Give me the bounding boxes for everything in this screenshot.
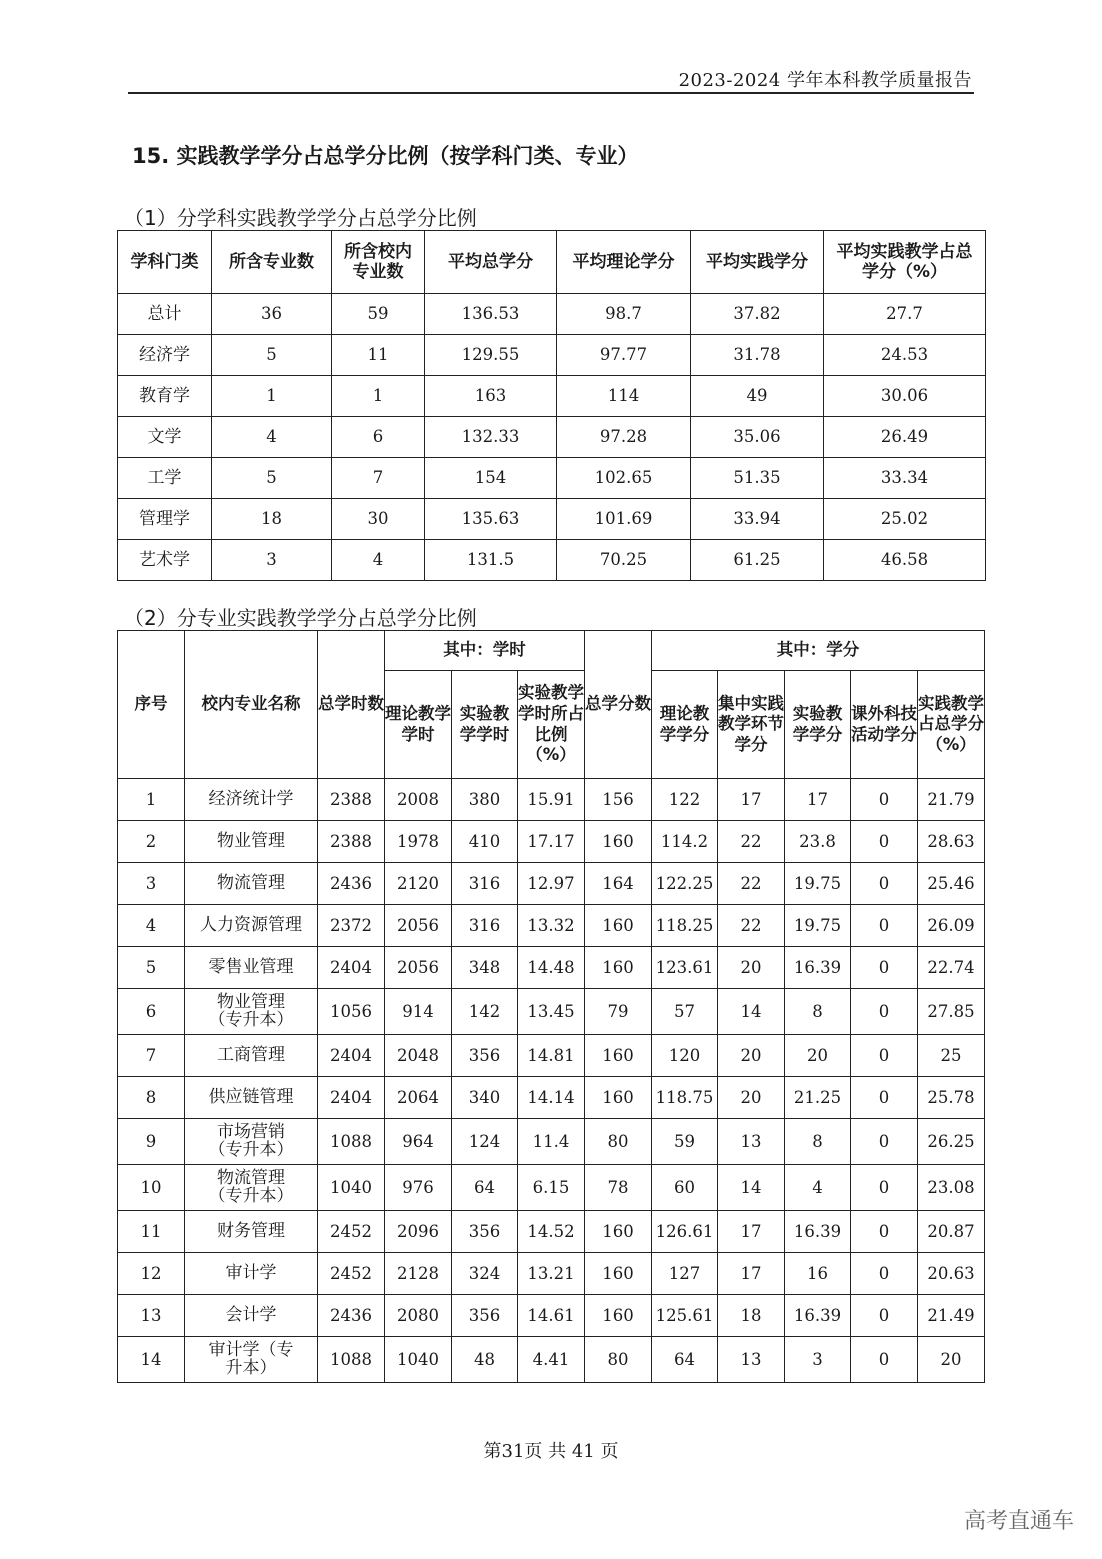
table-cell: 80 xyxy=(585,1119,652,1165)
major-name: 物业管理（专升本） xyxy=(185,989,318,1035)
table-cell: 13 xyxy=(718,1119,785,1165)
table-cell: 3 xyxy=(212,540,332,581)
table-cell: 0 xyxy=(851,1119,918,1165)
table-row xyxy=(118,417,986,458)
table-cell: 23.08 xyxy=(918,1165,985,1211)
table-cell: 27.7 xyxy=(824,294,986,335)
discipline-name: 管理学 xyxy=(118,499,212,540)
discipline-name: 教育学 xyxy=(118,376,212,417)
table-cell: 124 xyxy=(452,1119,518,1165)
table-cell: 340 xyxy=(452,1077,518,1119)
table-cell: 0 xyxy=(851,905,918,947)
table-cell: 17 xyxy=(718,1253,785,1295)
table-row xyxy=(118,821,985,863)
major-name: 审计学 xyxy=(185,1253,318,1295)
table-cell: 14 xyxy=(718,1165,785,1211)
table-cell: 20 xyxy=(718,1077,785,1119)
table-cell: 160 xyxy=(585,905,652,947)
table-cell: 37.82 xyxy=(691,294,824,335)
table-cell: 14.52 xyxy=(518,1211,585,1253)
table-cell: 59 xyxy=(652,1119,718,1165)
table1-col-header: 所含专业数 xyxy=(212,231,332,294)
table-cell: 914 xyxy=(385,989,452,1035)
table-cell: 316 xyxy=(452,863,518,905)
table-cell: 0 xyxy=(851,1211,918,1253)
table-cell: 0 xyxy=(851,863,918,905)
table-cell: 60 xyxy=(652,1165,718,1211)
table-cell: 20 xyxy=(785,1035,851,1077)
table-cell: 356 xyxy=(452,1295,518,1337)
table-cell: 2388 xyxy=(318,821,385,863)
table-cell: 27.85 xyxy=(918,989,985,1035)
table-cell: 20.87 xyxy=(918,1211,985,1253)
table-cell: 0 xyxy=(851,1165,918,1211)
table-row xyxy=(118,540,986,581)
table-cell: 0 xyxy=(851,821,918,863)
table1-col-header: 平均总学分 xyxy=(425,231,557,294)
major-name: 零售业管理 xyxy=(185,947,318,989)
table-cell: 97.77 xyxy=(557,335,691,376)
table1-col-header: 平均实践教学占总学分（%） xyxy=(824,231,986,294)
table-cell: 160 xyxy=(585,1077,652,1119)
table-cell: 6 xyxy=(332,417,425,458)
table-cell: 20.63 xyxy=(918,1253,985,1295)
col-total-hours: 总学时数 xyxy=(318,631,385,779)
table-cell: 0 xyxy=(851,1035,918,1077)
table-cell: 0 xyxy=(851,1337,918,1383)
table-cell: 129.55 xyxy=(425,335,557,376)
table-cell: 35.06 xyxy=(691,417,824,458)
table-cell: 1040 xyxy=(385,1337,452,1383)
table-cell: 59 xyxy=(332,294,425,335)
table-cell: 26.09 xyxy=(918,905,985,947)
table-cell: 156 xyxy=(585,779,652,821)
table1-col-header: 所含校内专业数 xyxy=(332,231,425,294)
table-cell: 348 xyxy=(452,947,518,989)
page-number: 第31页 共 41 页 xyxy=(483,1441,619,1462)
table-cell: 14 xyxy=(718,989,785,1035)
major-name: 物流管理 xyxy=(185,863,318,905)
table-cell: 5 xyxy=(212,458,332,499)
table-cell: 1088 xyxy=(318,1337,385,1383)
major-name: 经济统计学 xyxy=(185,779,318,821)
table-cell: 79 xyxy=(585,989,652,1035)
col-seq: 序号 xyxy=(118,631,185,779)
table-cell: 102.65 xyxy=(557,458,691,499)
table-cell: 30 xyxy=(332,499,425,540)
table-cell: 28.63 xyxy=(918,821,985,863)
table-cell: 13.45 xyxy=(518,989,585,1035)
table-cell: 101.69 xyxy=(557,499,691,540)
table-cell: 4.41 xyxy=(518,1337,585,1383)
table-cell: 22 xyxy=(718,821,785,863)
table-cell: 23.8 xyxy=(785,821,851,863)
table-cell: 97.28 xyxy=(557,417,691,458)
table-cell: 324 xyxy=(452,1253,518,1295)
table-cell: 33.94 xyxy=(691,499,824,540)
major-credit-table xyxy=(117,630,985,1383)
table-cell: 14.14 xyxy=(518,1077,585,1119)
table-row xyxy=(118,376,986,417)
table-cell: 64 xyxy=(452,1165,518,1211)
table-cell: 135.63 xyxy=(425,499,557,540)
table-cell: 8 xyxy=(785,989,851,1035)
table-cell: 78 xyxy=(585,1165,652,1211)
table-cell: 120 xyxy=(652,1035,718,1077)
col-practice-ratio: 实践教学占总学分（%） xyxy=(918,671,985,779)
table-cell: 25.02 xyxy=(824,499,986,540)
col-concentrated-practice: 集中实践教学环节学分 xyxy=(718,671,785,779)
table-cell: 7 xyxy=(332,458,425,499)
watermark: 高考直通车 xyxy=(963,1509,1074,1534)
table-cell: 64 xyxy=(652,1337,718,1383)
table-cell: 25.78 xyxy=(918,1077,985,1119)
table-cell: 2080 xyxy=(385,1295,452,1337)
table-cell: 20 xyxy=(718,1035,785,1077)
table-cell: 1040 xyxy=(318,1165,385,1211)
col-lab-credits: 实验教学学分 xyxy=(785,671,851,779)
table-cell: 122.25 xyxy=(652,863,718,905)
table-cell: 2096 xyxy=(385,1211,452,1253)
table-cell: 15.91 xyxy=(518,779,585,821)
table-cell: 18 xyxy=(718,1295,785,1337)
discipline-credit-table xyxy=(117,230,986,581)
table-cell: 964 xyxy=(385,1119,452,1165)
table-cell: 160 xyxy=(585,1253,652,1295)
table-cell: 2452 xyxy=(318,1211,385,1253)
table-cell: 51.35 xyxy=(691,458,824,499)
table-cell: 2 xyxy=(118,821,185,863)
table-cell: 136.53 xyxy=(425,294,557,335)
table-cell: 18 xyxy=(212,499,332,540)
col-lab-hours: 实验教学学时 xyxy=(452,671,518,779)
table-row xyxy=(118,905,985,947)
table-cell: 17 xyxy=(718,1211,785,1253)
discipline-name: 艺术学 xyxy=(118,540,212,581)
table-cell: 24.53 xyxy=(824,335,986,376)
table-cell: 4 xyxy=(212,417,332,458)
table-cell: 2452 xyxy=(318,1253,385,1295)
table1-col-header: 平均理论学分 xyxy=(557,231,691,294)
group-hours: 其中：学时 xyxy=(385,631,585,671)
table-cell: 0 xyxy=(851,1077,918,1119)
table-cell: 976 xyxy=(385,1165,452,1211)
col-total-credits: 总学分数 xyxy=(585,631,652,779)
table-cell: 2056 xyxy=(385,947,452,989)
major-name: 财务管理 xyxy=(185,1211,318,1253)
major-name: 审计学（专升本） xyxy=(185,1337,318,1383)
table-cell: 164 xyxy=(585,863,652,905)
table-cell: 2404 xyxy=(318,1077,385,1119)
table-cell: 163 xyxy=(425,376,557,417)
table-cell: 0 xyxy=(851,947,918,989)
table-cell: 33.34 xyxy=(824,458,986,499)
table-cell: 1056 xyxy=(318,989,385,1035)
table-row xyxy=(118,1119,985,1165)
table-cell: 70.25 xyxy=(557,540,691,581)
table-cell: 20 xyxy=(918,1337,985,1383)
major-name: 会计学 xyxy=(185,1295,318,1337)
report-header-title: 2023-2024 学年本科教学质量报告 xyxy=(678,70,972,91)
table-cell: 356 xyxy=(452,1211,518,1253)
table-cell: 21.79 xyxy=(918,779,985,821)
table-cell: 356 xyxy=(452,1035,518,1077)
discipline-name: 经济学 xyxy=(118,335,212,376)
discipline-name: 总计 xyxy=(118,294,212,335)
table-cell: 2128 xyxy=(385,1253,452,1295)
table-cell: 3 xyxy=(118,863,185,905)
major-name: 市场营销（专升本） xyxy=(185,1119,318,1165)
table-cell: 10 xyxy=(118,1165,185,1211)
table-cell: 1 xyxy=(118,779,185,821)
table-cell: 4 xyxy=(785,1165,851,1211)
table-cell: 160 xyxy=(585,1035,652,1077)
table-cell: 118.25 xyxy=(652,905,718,947)
table-cell: 160 xyxy=(585,947,652,989)
table-cell: 16.39 xyxy=(785,947,851,989)
table-cell: 31.78 xyxy=(691,335,824,376)
table1-header-row xyxy=(118,231,986,294)
col-lab-ratio: 实验教学学时所占比例（%） xyxy=(518,671,585,779)
table-cell: 80 xyxy=(585,1337,652,1383)
table-cell: 20 xyxy=(718,947,785,989)
table-cell: 0 xyxy=(851,1253,918,1295)
table-cell: 57 xyxy=(652,989,718,1035)
table-row xyxy=(118,294,986,335)
table-cell: 12.97 xyxy=(518,863,585,905)
col-extracurricular: 课外科技活动学分 xyxy=(851,671,918,779)
table-cell: 16 xyxy=(785,1253,851,1295)
table-cell: 118.75 xyxy=(652,1077,718,1119)
table-cell: 5 xyxy=(212,335,332,376)
table-cell: 26.49 xyxy=(824,417,986,458)
table-cell: 21.25 xyxy=(785,1077,851,1119)
table-cell: 131.5 xyxy=(425,540,557,581)
table-cell: 14 xyxy=(118,1337,185,1383)
header-rule xyxy=(128,92,974,94)
table-cell: 2008 xyxy=(385,779,452,821)
table-cell: 2404 xyxy=(318,1035,385,1077)
table-row xyxy=(118,458,986,499)
table-row xyxy=(118,1295,985,1337)
table-cell: 114.2 xyxy=(652,821,718,863)
table-cell: 6.15 xyxy=(518,1165,585,1211)
table-cell: 0 xyxy=(851,779,918,821)
table1-col-header: 平均实践学分 xyxy=(691,231,824,294)
table-cell: 316 xyxy=(452,905,518,947)
table-cell: 154 xyxy=(425,458,557,499)
table-cell: 26.25 xyxy=(918,1119,985,1165)
table-cell: 22 xyxy=(718,905,785,947)
major-name: 工商管理 xyxy=(185,1035,318,1077)
table-row xyxy=(118,989,985,1035)
table-cell: 11.4 xyxy=(518,1119,585,1165)
table-cell: 2048 xyxy=(385,1035,452,1077)
table-cell: 8 xyxy=(118,1077,185,1119)
table-cell: 126.61 xyxy=(652,1211,718,1253)
table-cell: 4 xyxy=(118,905,185,947)
table-cell: 98.7 xyxy=(557,294,691,335)
table-cell: 2064 xyxy=(385,1077,452,1119)
table-cell: 380 xyxy=(452,779,518,821)
table-cell: 2436 xyxy=(318,863,385,905)
col-theory-hours: 理论教学学时 xyxy=(385,671,452,779)
table-cell: 17.17 xyxy=(518,821,585,863)
table-cell: 16.39 xyxy=(785,1211,851,1253)
table-cell: 4 xyxy=(332,540,425,581)
table-row xyxy=(118,863,985,905)
table-cell: 25.46 xyxy=(918,863,985,905)
table-cell: 127 xyxy=(652,1253,718,1295)
table-cell: 14.48 xyxy=(518,947,585,989)
major-name: 供应链管理 xyxy=(185,1077,318,1119)
table1-subtitle: （1）分学科实践教学学分占总学分比例 xyxy=(124,206,477,230)
table-cell: 22 xyxy=(718,863,785,905)
table-row xyxy=(118,1077,985,1119)
col-theory-credits: 理论教学学分 xyxy=(652,671,718,779)
table-cell: 9 xyxy=(118,1119,185,1165)
table-cell: 21.49 xyxy=(918,1295,985,1337)
table-cell: 12 xyxy=(118,1253,185,1295)
table-cell: 160 xyxy=(585,1295,652,1337)
table-cell: 48 xyxy=(452,1337,518,1383)
table-cell: 2372 xyxy=(318,905,385,947)
table-cell: 49 xyxy=(691,376,824,417)
table-cell: 0 xyxy=(851,1295,918,1337)
table-cell: 114 xyxy=(557,376,691,417)
table-cell: 0 xyxy=(851,989,918,1035)
major-name: 人力资源管理 xyxy=(185,905,318,947)
table-cell: 19.75 xyxy=(785,905,851,947)
table-cell: 160 xyxy=(585,1211,652,1253)
table-cell: 160 xyxy=(585,821,652,863)
major-name: 物流管理（专升本） xyxy=(185,1165,318,1211)
table-cell: 132.33 xyxy=(425,417,557,458)
table-cell: 14.61 xyxy=(518,1295,585,1337)
table-cell: 1978 xyxy=(385,821,452,863)
table-row xyxy=(118,1337,985,1383)
table-row xyxy=(118,1211,985,1253)
table-cell: 2388 xyxy=(318,779,385,821)
table-cell: 13 xyxy=(718,1337,785,1383)
table-cell: 11 xyxy=(118,1211,185,1253)
table-row xyxy=(118,1165,985,1211)
table-cell: 6 xyxy=(118,989,185,1035)
table-cell: 17 xyxy=(718,779,785,821)
table-cell: 46.58 xyxy=(824,540,986,581)
table-cell: 11 xyxy=(332,335,425,376)
table-cell: 123.61 xyxy=(652,947,718,989)
table-cell: 122 xyxy=(652,779,718,821)
table-cell: 3 xyxy=(785,1337,851,1383)
table-cell: 17 xyxy=(785,779,851,821)
table-cell: 8 xyxy=(785,1119,851,1165)
table-cell: 2056 xyxy=(385,905,452,947)
table-row xyxy=(118,779,985,821)
table-cell: 61.25 xyxy=(691,540,824,581)
table-row xyxy=(118,1035,985,1077)
discipline-name: 工学 xyxy=(118,458,212,499)
table-cell: 125.61 xyxy=(652,1295,718,1337)
table-row xyxy=(118,499,986,540)
table-cell: 22.74 xyxy=(918,947,985,989)
table-cell: 2404 xyxy=(318,947,385,989)
discipline-name: 文学 xyxy=(118,417,212,458)
table-cell: 7 xyxy=(118,1035,185,1077)
table-row xyxy=(118,1253,985,1295)
table-cell: 14.81 xyxy=(518,1035,585,1077)
table-cell: 1 xyxy=(212,376,332,417)
table-cell: 2120 xyxy=(385,863,452,905)
table-cell: 1 xyxy=(332,376,425,417)
major-name: 物业管理 xyxy=(185,821,318,863)
section-heading: 15. 实践教学学分占总学分比例（按学科门类、专业） xyxy=(132,144,639,168)
table-cell: 30.06 xyxy=(824,376,986,417)
table-cell: 25 xyxy=(918,1035,985,1077)
table1-col-header: 学科门类 xyxy=(118,231,212,294)
table-cell: 1088 xyxy=(318,1119,385,1165)
col-major-name: 校内专业名称 xyxy=(185,631,318,779)
table-row xyxy=(118,335,986,376)
table-row xyxy=(118,947,985,989)
table-cell: 2436 xyxy=(318,1295,385,1337)
table-cell: 13.21 xyxy=(518,1253,585,1295)
table2-subtitle: （2）分专业实践教学学分占总学分比例 xyxy=(124,606,477,630)
table-cell: 13.32 xyxy=(518,905,585,947)
group-credits: 其中：学分 xyxy=(652,631,985,671)
table-cell: 13 xyxy=(118,1295,185,1337)
table-cell: 410 xyxy=(452,821,518,863)
table-cell: 36 xyxy=(212,294,332,335)
table-cell: 142 xyxy=(452,989,518,1035)
table-cell: 19.75 xyxy=(785,863,851,905)
table-cell: 5 xyxy=(118,947,185,989)
table-cell: 16.39 xyxy=(785,1295,851,1337)
